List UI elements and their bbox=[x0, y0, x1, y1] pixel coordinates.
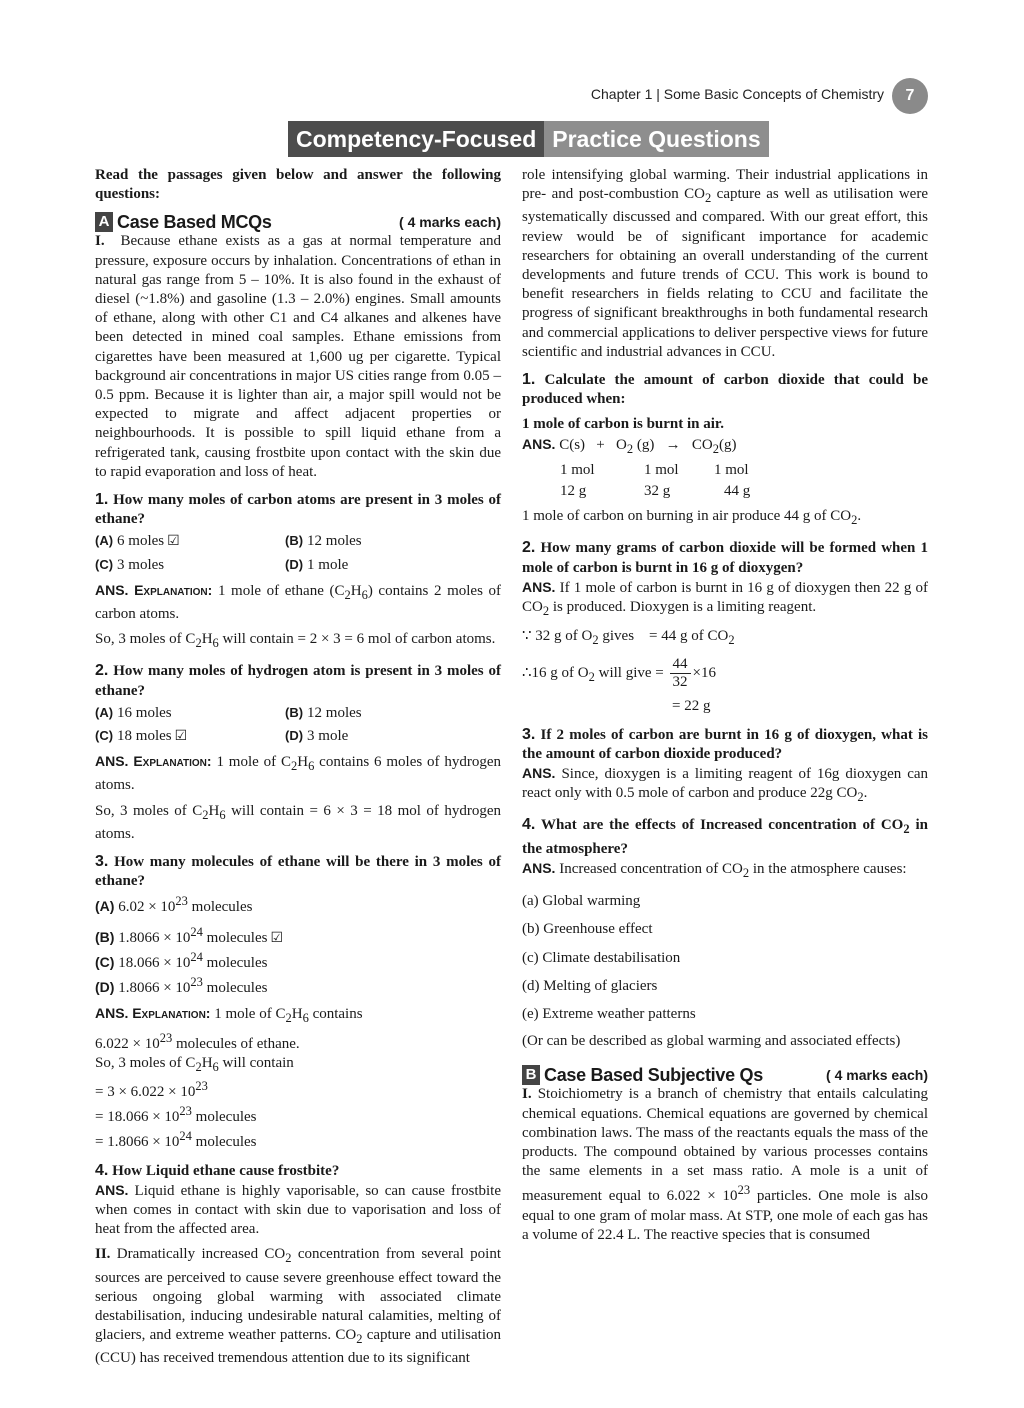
subscript: 2 bbox=[704, 191, 712, 206]
text: will contain = 2 × 3 = 6 mol of carbon atoms. bbox=[218, 631, 496, 648]
subscript: 2 bbox=[903, 822, 910, 837]
subscript: 2 bbox=[542, 604, 550, 619]
question-1-number: 1. bbox=[95, 491, 109, 509]
text: is produced. Dioxygen is a limiting reagent. bbox=[549, 599, 817, 616]
subscript: 6 bbox=[212, 1059, 219, 1074]
subscript: 2 bbox=[712, 441, 719, 456]
question-3-options bbox=[95, 892, 501, 999]
calc-line bbox=[522, 656, 928, 691]
option-label: (D) bbox=[285, 728, 304, 744]
answer-2-calc bbox=[95, 802, 501, 844]
effects-list bbox=[522, 892, 928, 1024]
answer-label: ANS. bbox=[522, 859, 556, 876]
fraction bbox=[670, 656, 691, 691]
question-3 bbox=[95, 852, 501, 891]
list-item: (a) Global warming bbox=[522, 893, 641, 910]
option-label: (A) bbox=[95, 897, 115, 914]
exponent: 23 bbox=[190, 975, 203, 990]
question-4-number: 4. bbox=[95, 1161, 109, 1179]
text: = 3 × 6.022 × 10 bbox=[95, 1083, 196, 1100]
subscript: 6 bbox=[308, 759, 315, 774]
exponent: 23 bbox=[159, 1030, 173, 1045]
section-a-title: Case Based MCQs bbox=[117, 211, 272, 232]
text: molecules bbox=[187, 898, 253, 915]
subscript: 2 bbox=[285, 1251, 292, 1266]
text: = 1.8066 × 10 bbox=[95, 1134, 180, 1151]
question-r4 bbox=[522, 815, 928, 858]
subscript: 6 bbox=[212, 636, 219, 651]
option-label: (A) bbox=[95, 704, 114, 720]
reactant-carbon: C(s) bbox=[559, 436, 586, 453]
denominator: 32 bbox=[672, 674, 688, 691]
option-label: (C) bbox=[95, 728, 114, 744]
text: will contain bbox=[218, 1054, 294, 1071]
text: 1 mole of C bbox=[216, 754, 291, 771]
passage-2-number: II. bbox=[95, 1246, 111, 1263]
banner-part-1: Competency-Focused bbox=[288, 121, 544, 157]
answer-label: ANS. bbox=[95, 753, 129, 770]
answer-2-explanation bbox=[95, 752, 501, 795]
text: Stoichiometry is a branch of chemistry that entails calculating chemical equations. Chemical equations are governed by chemical combination laws. The mass of the reactants equals the mass of the products. The compound obtained by various processes contains the same elements in a set mass ratio. A mole is a unit of measurement equal to 6.022 × 10 bbox=[522, 1086, 928, 1205]
question-1-text: How many moles of carbon atoms are present in 3 moles of ethane? bbox=[95, 492, 502, 528]
list-item: (c) Climate destabilisation bbox=[522, 949, 681, 966]
text: H bbox=[297, 754, 309, 771]
question-number: 2. bbox=[522, 539, 536, 557]
option-label: (B) bbox=[285, 704, 304, 720]
cell: 12 g bbox=[560, 483, 587, 500]
exponent: 23 bbox=[175, 893, 188, 908]
text: H bbox=[201, 631, 213, 648]
text: 1 mole of C bbox=[214, 1006, 286, 1023]
list-item: (e) Extreme weather patterns bbox=[522, 1005, 696, 1022]
text: molecules bbox=[202, 980, 268, 997]
text: = 44 g of CO bbox=[649, 628, 729, 645]
product-co2: CO bbox=[691, 436, 713, 453]
text: particles. One mole is also equal to one gram of molar mass. At STP, one mole of each gas has a volume of 22.4 L. The reactive species that is consumed bbox=[522, 1188, 928, 1243]
text: molecules bbox=[191, 1109, 257, 1126]
banner-part-2: Practice Questions bbox=[544, 121, 768, 157]
passage-1-number: I. bbox=[95, 233, 105, 250]
text: So, 3 moles of C bbox=[95, 1054, 196, 1071]
option-label: (D) bbox=[285, 556, 304, 572]
answer-label: ANS. bbox=[95, 581, 129, 598]
text: molecules bbox=[191, 1134, 257, 1151]
text: 18.066 × 10 bbox=[118, 954, 191, 971]
option-a bbox=[95, 703, 285, 723]
text: ) contains 2 moles of carbon atoms. bbox=[95, 582, 502, 623]
text: 1 mole of ethane (C bbox=[217, 582, 345, 599]
question-1-options bbox=[95, 531, 501, 574]
option-label: (C) bbox=[95, 556, 114, 572]
option-b bbox=[285, 531, 501, 551]
text: 6.022 × 10 bbox=[95, 1035, 160, 1052]
text: molecules of ethane. bbox=[172, 1035, 300, 1052]
text: molecules bbox=[202, 929, 268, 946]
text: in the atmosphere causes: bbox=[749, 860, 907, 877]
answer-text: Liquid ethane is highly vaporisable, so can cause frostbite when comes in contact with skin due to vaporisation and loss of heat from the affected area. bbox=[95, 1182, 502, 1238]
answer-r4 bbox=[522, 859, 928, 883]
option-c bbox=[95, 948, 501, 973]
question-4-text: How Liquid ethane cause frostbite? bbox=[112, 1162, 340, 1179]
section-b-marks: ( 4 marks each) bbox=[826, 1066, 928, 1083]
subscript: 2 bbox=[742, 865, 750, 880]
text: will give = bbox=[594, 665, 664, 682]
correct-check-icon: ☑ bbox=[270, 930, 284, 946]
question-text: How many grams of carbon dioxide will be formed when 1 mole of carbon is burnt in 16 g of dioxygen? bbox=[522, 540, 928, 576]
text: 6.02 × 10 bbox=[118, 898, 176, 915]
state: (g) bbox=[633, 436, 655, 453]
question-r3 bbox=[522, 725, 928, 764]
calc-line bbox=[95, 1102, 501, 1127]
option-text: 18 moles bbox=[117, 728, 172, 745]
state: (g) bbox=[718, 436, 737, 453]
exponent: 24 bbox=[190, 924, 203, 939]
option-text: 6 moles bbox=[117, 533, 165, 550]
text: contains 6 moles of hydrogen atoms. bbox=[95, 754, 502, 794]
option-d bbox=[285, 555, 501, 575]
question-2-text: How many moles of hydrogen atom is present in 3 moles of ethane? bbox=[95, 663, 501, 699]
numerator: 44 bbox=[670, 656, 691, 674]
option-text: 12 moles bbox=[307, 704, 362, 721]
passage-2 bbox=[95, 1245, 501, 1368]
text: H bbox=[201, 1054, 213, 1071]
question-r1-sub: 1 mole of carbon is burnt in air. bbox=[522, 416, 724, 433]
text: 1 mole of carbon on burning in air produce 44 g of CO bbox=[522, 508, 852, 525]
explanation-label: Explanation: bbox=[133, 753, 212, 770]
text: in the atmosphere? bbox=[522, 817, 928, 857]
subscript: 2 bbox=[285, 1011, 292, 1026]
answer-r3 bbox=[522, 764, 928, 807]
option-text: 12 moles bbox=[307, 533, 362, 550]
exponent: 23 bbox=[737, 1183, 751, 1198]
question-r1 bbox=[522, 370, 928, 409]
question-3-text: How many molecules of ethane will be there in 3 moles of ethane? bbox=[95, 854, 501, 890]
text: ∴16 g of O bbox=[522, 665, 589, 682]
cell: 1 mol bbox=[560, 461, 595, 478]
subscript: 2 bbox=[857, 790, 864, 805]
text: H bbox=[291, 1006, 303, 1023]
question-number: 4. bbox=[522, 816, 536, 834]
list-item: (b) Greenhouse effect bbox=[522, 921, 653, 938]
option-b bbox=[285, 703, 501, 723]
answer-label: ANS. bbox=[522, 765, 556, 782]
chapter-header: Chapter 1 | Some Basic Concepts of Chemistry bbox=[590, 86, 884, 102]
answer-label: ANS. bbox=[522, 435, 556, 452]
correct-check-icon: ☑ bbox=[174, 729, 188, 745]
text: So, 3 moles of C bbox=[95, 802, 203, 819]
explanation-label: Explanation: bbox=[134, 581, 213, 598]
calc-line bbox=[95, 1127, 501, 1152]
left-column bbox=[95, 166, 501, 1369]
answer-3-explanation bbox=[95, 1004, 501, 1028]
question-2-number: 2. bbox=[95, 662, 109, 680]
text: H bbox=[350, 582, 362, 599]
text: gives bbox=[598, 628, 635, 645]
calc-line bbox=[522, 627, 928, 650]
passage-1 bbox=[95, 232, 501, 482]
text: What are the effects of Increased concentration of CO bbox=[540, 817, 904, 834]
question-r2 bbox=[522, 538, 928, 577]
text: H bbox=[208, 802, 220, 819]
option-label: (C) bbox=[95, 953, 115, 970]
option-text: 3 mole bbox=[307, 728, 349, 745]
passage-3-number: I. bbox=[522, 1086, 532, 1103]
option-a bbox=[95, 892, 501, 917]
subscript: 2 bbox=[728, 633, 735, 648]
right-column bbox=[522, 166, 928, 1245]
text: . bbox=[863, 785, 868, 802]
answer-r2 bbox=[522, 578, 928, 621]
text: ×16 bbox=[692, 665, 716, 682]
correct-check-icon: ☑ bbox=[167, 534, 180, 550]
option-text: 1 mole bbox=[307, 556, 349, 573]
option-c bbox=[95, 555, 285, 575]
option-d bbox=[95, 973, 501, 998]
mass-row bbox=[560, 482, 928, 501]
answer-4 bbox=[95, 1181, 501, 1240]
arrow-icon: → bbox=[665, 436, 681, 453]
answer-label: ANS. bbox=[95, 1181, 129, 1198]
text: So, 3 moles of C bbox=[95, 631, 196, 648]
note: (Or can be described as global warming and associated effects) bbox=[522, 1033, 901, 1050]
text: concentration from several point sources are perceived to cause severe greenhouse effect toward the serious ongoing global warming with associated climate destabilisation, inducing undesirable natural calamities, melting of glaciers, and extreme weather patterns. CO bbox=[95, 1246, 502, 1344]
section-a-marks: ( 4 marks each) bbox=[399, 213, 501, 230]
text: = 18.066 × 10 bbox=[95, 1109, 180, 1126]
exponent: 23 bbox=[195, 1078, 208, 1093]
cell: 32 g bbox=[644, 483, 671, 500]
option-label: (B) bbox=[285, 533, 304, 549]
subscript: 2 bbox=[202, 807, 209, 822]
passage-2-continued bbox=[522, 166, 928, 362]
answer-label: ANS. bbox=[95, 1005, 129, 1022]
passage-3 bbox=[522, 1085, 928, 1245]
calc-line bbox=[95, 1077, 501, 1102]
option-text: 16 moles bbox=[117, 704, 172, 721]
text: Dramatically increased CO bbox=[116, 1246, 286, 1263]
equation-line bbox=[522, 435, 928, 459]
question-1 bbox=[95, 490, 501, 529]
plus-sign: + bbox=[596, 436, 605, 453]
option-label: (D) bbox=[95, 979, 115, 996]
subscript: 6 bbox=[361, 587, 368, 602]
text: capture and utilisation (CCU) has received tremendous attention due to its significant bbox=[95, 1327, 502, 1367]
answer-3-line3 bbox=[95, 1054, 501, 1077]
explanation-label: Explanation: bbox=[132, 1005, 211, 1022]
question-text: If 2 moles of carbon are burnt in 16 g of dioxygen, what is the amount of carbon dioxide produced? bbox=[522, 726, 929, 762]
question-2 bbox=[95, 661, 501, 700]
text: contains bbox=[308, 1006, 363, 1023]
question-number: 3. bbox=[522, 725, 536, 743]
calc-result: = 22 g bbox=[672, 698, 711, 715]
text: . bbox=[857, 508, 862, 525]
answer-label: ANS. bbox=[522, 578, 556, 595]
text: If 1 mole of carbon is burnt in 16 g of dioxygen then 22 g of CO bbox=[522, 579, 929, 616]
list-item: (d) Melting of glaciers bbox=[522, 977, 658, 994]
section-b-heading bbox=[522, 1065, 928, 1085]
answer-1-explanation bbox=[95, 581, 501, 624]
reactant-oxygen: O bbox=[616, 436, 627, 453]
text: role intensifying global warming. Their industrial applications in pre- and post-combustion CO bbox=[522, 167, 928, 203]
option-a bbox=[95, 531, 285, 551]
section-b-title: Case Based Subjective Qs bbox=[544, 1064, 763, 1085]
section-b-letter: B bbox=[522, 1065, 540, 1085]
subscript: 2 bbox=[356, 1332, 363, 1347]
exponent: 24 bbox=[179, 1129, 192, 1144]
text: Since, dioxygen is a limiting reagent of 16g dioxygen can react only with 0.5 mole of carbon and produce 22g CO bbox=[522, 766, 929, 802]
cell: 44 g bbox=[724, 483, 751, 500]
exponent: 23 bbox=[179, 1104, 192, 1119]
question-4 bbox=[95, 1161, 501, 1181]
text: capture as well as utilisation were systematically discussed and compared. With our great effort, this review would be of significant importance for academic researchers for obtaining an overall understanding of the current developments and future trends of CCU. This work is bound to benefit researchers in fields relating to CCU and facilitate the progress of significant breakthroughs in both fundamental research and commercial applications to deliver perspective views for future scientific and industrial advances in CCU. bbox=[522, 186, 928, 360]
section-a-letter: A bbox=[95, 212, 113, 232]
answer-1-calc bbox=[95, 630, 501, 653]
question-number: 1. bbox=[522, 371, 536, 389]
intro-text: Read the passages given below and answer the following questions: bbox=[95, 167, 501, 203]
subscript: 2 bbox=[626, 441, 634, 456]
option-text: 3 moles bbox=[117, 556, 165, 573]
section-a-heading bbox=[95, 212, 501, 232]
page-number: 7 bbox=[892, 78, 928, 114]
answer-3-line2 bbox=[95, 1029, 501, 1054]
conclusion bbox=[522, 507, 928, 530]
exponent: 24 bbox=[190, 949, 203, 964]
subscript: 2 bbox=[851, 513, 858, 528]
text: 1.8066 × 10 bbox=[118, 929, 191, 946]
question-3-number: 3. bbox=[95, 853, 109, 871]
subscript: 2 bbox=[195, 636, 202, 651]
option-c bbox=[95, 726, 285, 746]
option-label: (B) bbox=[95, 928, 115, 945]
text: molecules bbox=[202, 954, 268, 971]
subscript: 2 bbox=[592, 633, 599, 648]
cell: 1 mol bbox=[644, 461, 679, 478]
subscript: 2 bbox=[344, 587, 351, 602]
question-text: Calculate the amount of carbon dioxide that could be produced when: bbox=[522, 372, 928, 408]
text: Increased concentration of CO bbox=[559, 860, 743, 877]
option-b bbox=[95, 923, 501, 948]
subscript: 6 bbox=[219, 807, 226, 822]
subscript: 6 bbox=[302, 1011, 309, 1026]
subscript: 2 bbox=[588, 670, 595, 685]
mole-row bbox=[560, 461, 928, 480]
text: ∵ 32 g of O bbox=[522, 628, 593, 645]
option-d bbox=[285, 726, 501, 746]
option-label: (A) bbox=[95, 533, 114, 549]
cell: 1 mol bbox=[714, 461, 749, 478]
subscript: 2 bbox=[290, 759, 298, 774]
passage-1-text: Because ethane exists as a gas at normal temperature and pressure, exposure occurs by inhalation. Concentrations of ethan in natural gas range from 5 – 10%. It is also found in the exhaust of diesel (~1.8%) and gasoline (1.3 – 2.0%) engines. Small amounts of ethane, along with other C1 and C4 alkanes and alkenes have been detected in mined coal samples. Ethane emissions from cigarettes have been measured at 1,600 ug per cigarette. Typical background air concentrations in major US cities range from 0.05 – 0.5 ppm. Because it is lighter than air, a major spill would not be expected to migrate and affect adjacent properties or neighbourhoods. It is possible to spill liquid ethane from a refrigerated tank, causing frostbite upon contact with the skin due to rapid evaporation and loss of heat. bbox=[95, 233, 501, 480]
section-banner bbox=[288, 121, 769, 157]
text: 1.8066 × 10 bbox=[118, 980, 191, 997]
text: will contain = 6 × 3 = 18 mol of hydrogen atoms. bbox=[95, 802, 501, 842]
question-2-options bbox=[95, 703, 501, 746]
subscript: 2 bbox=[195, 1059, 202, 1074]
